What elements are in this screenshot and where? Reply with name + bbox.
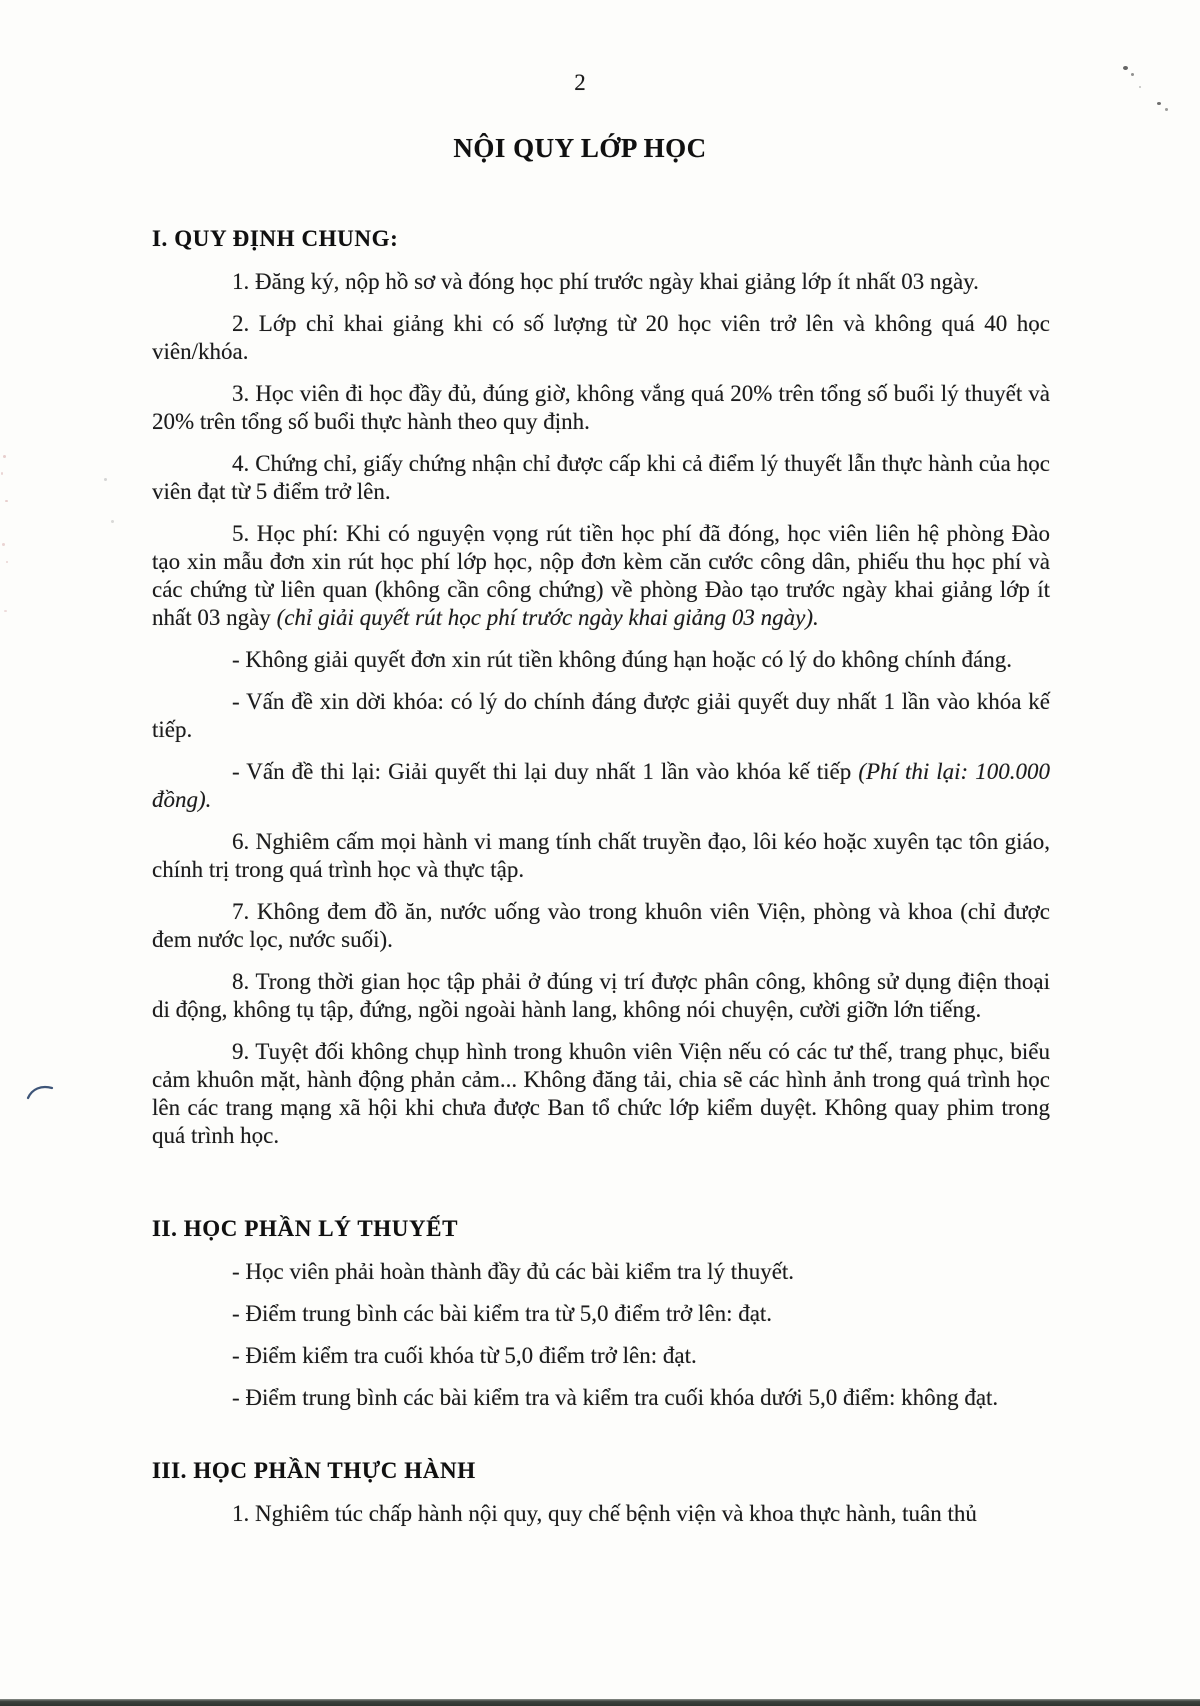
theory-rule-2: [152, 1300, 1050, 1328]
rule-6-text: 6. Nghiêm cấm mọi hành vi mang tính chất truyền đạo, lôi kéo hoặc xuyên tạc tôn giáo, chính trị trong quá trình học và thực tập.: [152, 829, 1050, 882]
rule-7-text: 7. Không đem đồ ăn, nước uống vào trong khuôn viên Viện, phòng và khoa (chỉ được đem nước lọc, nước suối).: [152, 899, 1050, 952]
rule-4-text: 4. Chứng chỉ, giấy chứng nhận chỉ được cấp khi cả điểm lý thuyết lẫn thực hành của học viên đạt từ 5 điểm trở lên.: [152, 451, 1050, 504]
rule-5-note-defer-text: - Vấn đề xin dời khóa: có lý do chính đáng được giải quyết duy nhất 1 lần vào khóa kế tiếp.: [152, 689, 1050, 742]
theory-rule-3: [152, 1342, 1050, 1370]
scan-bottom-edge: [0, 1699, 1200, 1706]
rule-5-note-refund: [152, 646, 1050, 674]
rule-1-text: 1. Đăng ký, nộp hồ sơ và đóng học phí trước ngày khai giảng lớp ít nhất 03 ngày.: [232, 269, 979, 294]
rule-9-text: 9. Tuyệt đối không chụp hình trong khuôn viên Viện nếu có các tư thế, trang phục, biểu cảm khuôn mặt, hành động phản cảm... Không đăng tải, chia sẽ các hình ảnh trong quá trình học lên các trang mạng xã hội khi chưa được Ban tổ chức lớp kiểm duyệt. Không quay phim trong quá trình học.: [152, 1039, 1050, 1148]
rule-5: [152, 520, 1050, 632]
rule-6: [152, 828, 1050, 884]
rule-5-note-defer: [152, 688, 1050, 744]
ink-speckle: [1165, 108, 1168, 111]
heading-theory: II. HỌC PHẦN LÝ THUYẾT: [152, 1216, 459, 1241]
practice-rule-1: [152, 1500, 1050, 1528]
rule-3: [152, 380, 1050, 436]
heading-general-rules: I. QUY ĐỊNH CHUNG:: [152, 226, 399, 251]
ink-speckle: [1157, 102, 1161, 105]
rule-5-text: 5. Học phí: Khi có nguyện vọng rút tiền học phí đã đóng, học viên liên hệ phòng Đào tạo xin mẫu đơn xin rút học phí lớp học, nộp đơn kèm căn cước công dân, phiếu thu học phí và các chứng từ liên quan (không cần công chứng) về phòng Đào tạo trước ngày khai giảng lớp ít nhất 03 ngày: [152, 521, 1050, 630]
theory-rule-1-text: - Học viên phải hoàn thành đầy đủ các bài kiểm tra lý thuyết.: [232, 1259, 795, 1284]
ink-speckle: [1139, 86, 1141, 88]
heading-practice: III. HỌC PHẦN THỰC HÀNH: [152, 1458, 476, 1483]
scan-edge-speckle: [6, 561, 8, 563]
faint-speckle: [111, 520, 114, 523]
faint-speckle: [104, 478, 107, 481]
theory-rule-2-text: - Điểm trung bình các bài kiểm tra từ 5,0 điểm trở lên: đạt.: [232, 1301, 773, 1326]
theory-rule-1: [152, 1258, 1050, 1286]
scan-edge-speckle: [2, 543, 5, 546]
document-title: NỘI QUY LỚP HỌC: [453, 133, 707, 163]
page-number: 2: [574, 70, 586, 95]
scan-edge-speckle: [1, 472, 3, 475]
blue-pen-mark: [26, 1082, 54, 1102]
rule-5-note-retake-fee: (Phí thi lại: 100.000 đồng).: [152, 759, 1050, 812]
scan-edge-speckle: [3, 455, 6, 458]
practice-rule-1-text: 1. Nghiêm túc chấp hành nội quy, quy chế bệnh viện và khoa thực hành, tuân thủ: [232, 1501, 977, 1526]
ink-speckle: [1123, 66, 1128, 70]
rule-8-text: 8. Trong thời gian học tập phải ở đúng vị trí được phân công, không sử dụng điện thoại di động, không tụ tập, đứng, ngồi ngoài hành lang, không nói chuyện, cười giỡn lớn tiếng.: [152, 969, 1050, 1022]
ink-speckle: [1131, 73, 1134, 76]
rule-8: [152, 968, 1050, 1024]
rule-2-text: 2. Lớp chỉ khai giảng khi có số lượng từ 20 học viên trở lên và không quá 40 học viên/khóa.: [152, 311, 1050, 364]
theory-rule-4: [152, 1384, 1050, 1412]
theory-rule-3-text: - Điểm kiểm tra cuối khóa từ 5,0 điểm trở lên: đạt.: [232, 1343, 697, 1368]
rule-5-italic-note: (chỉ giải quyết rút học phí trước ngày khai giảng 03 ngày).: [276, 605, 819, 630]
theory-rule-4-text: - Điểm trung bình các bài kiểm tra và kiểm tra cuối khóa dưới 5,0 điểm: không đạt.: [232, 1385, 999, 1410]
rule-4: [152, 450, 1050, 506]
rule-5-note-retake-text: - Vấn đề thi lại: Giải quyết thi lại duy nhất 1 lần vào khóa kế tiếp: [232, 759, 859, 784]
scan-edge-speckle: [4, 610, 7, 612]
scan-edge-speckle: [5, 500, 8, 502]
rule-3-text: 3. Học viên đi học đầy đủ, đúng giờ, không vắng quá 20% trên tổng số buổi lý thuyết và 20% trên tổng số buổi thực hành theo quy định.: [152, 381, 1050, 434]
rule-7: [152, 898, 1050, 954]
rule-2: [152, 310, 1050, 366]
rule-5-note-retake: [152, 758, 1050, 814]
rule-5-note-refund-text: - Không giải quyết đơn xin rút tiền không đúng hạn hoặc có lý do không chính đáng.: [232, 647, 1012, 672]
rule-1: [152, 268, 1050, 296]
rule-9: [152, 1038, 1050, 1150]
